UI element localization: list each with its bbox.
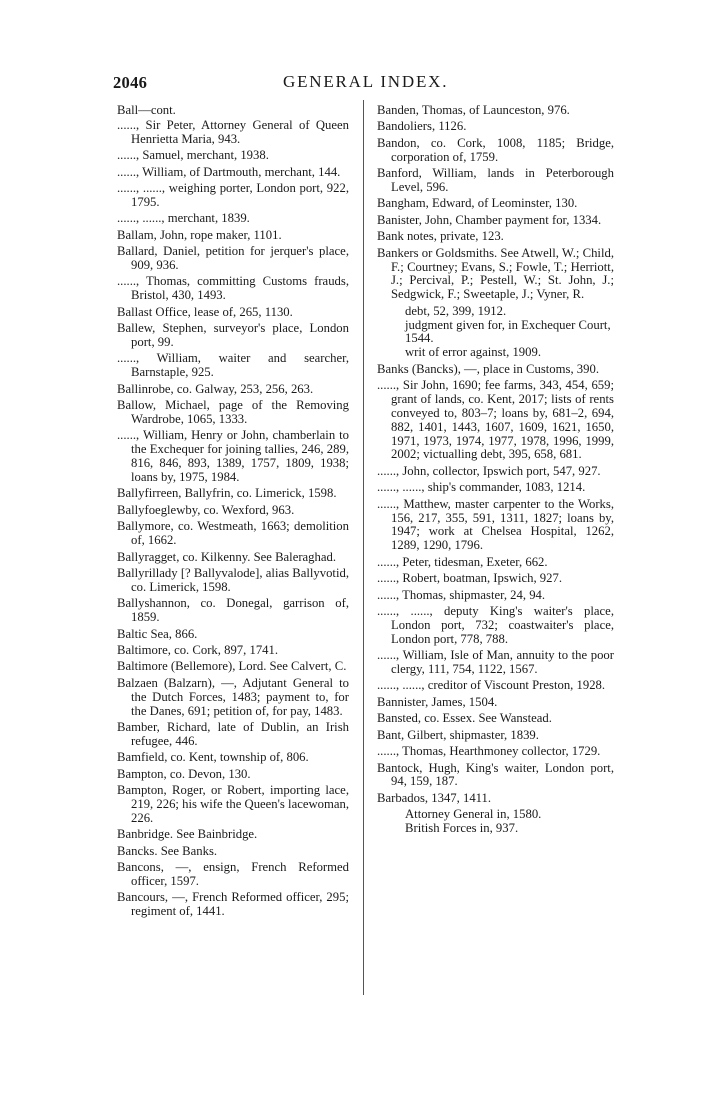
index-entry: Ball—cont. [117,103,176,117]
index-subentry: writ of error against, 1909. [405,345,542,360]
index-entry: Ballam, John, rope maker, 1101. [117,227,282,242]
index-entry: ......, ......, ship's commander, 1083, 1214. [377,480,586,495]
index-entry: Bank notes, private, 123. [377,229,504,244]
index-entry: ......, Thomas, Hearthmoney collector, 1729. [377,744,601,759]
index-entry: Banbridge. See Bainbridge. [117,827,258,842]
running-title: GENERAL INDEX. [283,72,449,91]
index-entry: ......, Robert, boatman, Ipswich, 927. [377,571,562,586]
index-entry: Ballyfirreen, Ballyfrin, co. Limerick, 1598. [117,486,337,501]
index-entry: Bampton, co. Devon, 130. [117,766,251,781]
index-entry: Baltimore (Bellemore), Lord. See Calvert, C. [117,659,347,674]
index-entry: ......, William, Isle of Man, annuity to the poor clergy, 111, 754, 1122, 1567. [377,648,614,676]
index-subentry: judgment given for, in Exchequer Court, 1544. [405,317,611,346]
index-entry: Ballard, Daniel, petition for jerquer's place, 909, 936. [117,244,349,272]
index-entry: Bampton, Roger, or Robert, importing lace, 219, 226; his wife the Queen's lacewoman, 226. [117,783,349,825]
index-entry: Banks (Bancks), —, place in Customs, 390. [377,361,600,376]
index-subentry: British Forces in, 937. [405,821,519,836]
index-entry: Bamber, Richard, late of Dublin, an Irish refugee, 446. [117,720,349,748]
index-entry: Ballymore, co. Westmeath, 1663; demolition of, 1662. [117,519,349,548]
index-entry: Ballinrobe, co. Galway, 253, 256, 263. [117,381,314,396]
index-entry: Ballew, Stephen, surveyor's place, London port, 99. [117,321,349,349]
index-entry: ......, Sir John, 1690; fee farms, 343, 454, 659; grant of lands, co. Kent, 2017; lists of rents conveyed to, 803–7; loans by, 681–2, 694, 882, 1401, 1443, 1607, 1609, 1621, 1650, 1971, 1973, 1974, 1977, 1978, 1996, 1999, 2002; victualling debt, 395, 658, 681. [377,378,614,462]
index-entry: Bant, Gilbert, shipmaster, 1839. [377,727,539,742]
index-entry: Ballast Office, lease of, 265, 1130. [117,304,293,319]
index-column-right [377,104,614,839]
index-subentry: Attorney General in, 1580. [405,807,542,822]
index-entry: Bancks. See Banks. [117,843,218,858]
index-entry: Ballyragget, co. Kilkenny. See Baleraghad. [117,549,337,564]
index-entry: ......, William, Henry or John, chamberlain to the Exchequer for joining tallies, 246, 289, 816, 846, 893, 1389, 1757, 1809, 1938; loans by, 1975, 1984. [117,428,349,484]
index-entry: ......, Thomas, shipmaster, 24, 94. [377,587,546,602]
index-entry: Ballow, Michael, page of the Removing Wardrobe, 1065, 1333. [117,398,349,426]
index-entry: Bantock, Hugh, King's waiter, London port, 94, 159, 187. [377,760,614,789]
index-entry: Bancours, —, French Reformed officer, 295; regiment of, 1441. [117,890,349,919]
index-entry: Banden, Thomas, of Launceston, 976. [377,103,570,117]
index-entry: Ballyfoeglewby, co. Wexford, 963. [117,502,295,517]
index-entry: ......, John, collector, Ipswich port, 547, 927. [377,463,601,478]
column-divider [363,100,364,995]
index-entry: ......, ......, creditor of Viscount Preston, 1928. [377,678,606,693]
index-entry: ......, ......, deputy King's waiter's place, London port, 732; coastwaiter's place, London port, 778, 788. [377,603,614,646]
index-entry: Balzaen (Balzarn), —, Adjutant General to the Dutch Forces, 1483; payment to, for the Danes, 691; petition of, for pay, 1483. [117,675,349,718]
index-entry: Bansted, co. Essex. See Wanstead. [377,711,552,726]
index-entry: Bandoliers, 1126. [377,119,467,134]
index-entry: ......, Sir Peter, Attorney General of Queen Henrietta Maria, 943. [117,117,349,146]
index-entry: ......, William, waiter and searcher, Barnstaple, 925. [117,351,349,380]
page-number: 2046 [113,73,148,92]
index-entry: Baltic Sea, 866. [117,626,198,641]
index-entry: ......, Samuel, merchant, 1938. [117,148,269,163]
index-entry: Bannister, James, 1504. [377,694,498,709]
index-entry: ......, Thomas, committing Customs frauds, Bristol, 430, 1493. [117,274,349,303]
index-entry: Bankers or Goldsmiths. See Atwell, W.; Child, F.; Courtney; Evans, S.; Fowle, T.; Herriott, J.; Percival, P.; Pestell, W.; St. John, J.; Sedgwick, F.; Sweetaple, J.; Vyner, R. [377,245,614,302]
index-subentry: debt, 52, 399, 1912. [405,303,507,318]
index-entry: Banford, William, lands in Peterborough Level, 596. [377,166,614,194]
index-entry: ......, William, of Dartmouth, merchant, 144. [117,164,341,179]
index-column-left [117,104,349,922]
index-entry: ......, ......, merchant, 1839. [117,211,250,226]
index-entry: Bamfield, co. Kent, township of, 806. [117,750,309,765]
index-entry: Bancons, —, ensign, French Reformed officer, 1597. [117,860,349,888]
index-entry: ......, ......, weighing porter, London port, 922, 1795. [117,181,349,209]
index-entry: Bandon, co. Cork, 1008, 1185; Bridge, corporation of, 1759. [377,135,614,164]
index-entry: Baltimore, co. Cork, 897, 1741. [117,643,279,657]
index-entry: Banister, John, Chamber payment for, 1334. [377,212,602,227]
index-entry: ......, Peter, tidesman, Exeter, 662. [377,554,548,569]
index-entry: ......, Matthew, master carpenter to the Works, 156, 217, 355, 591, 1311, 1827; loans by, 1947; work at Chelsea Hospital, 1262, 1289, 1290, 1796. [377,496,614,553]
index-entry: Ballyrillady [? Ballyvalode], alias Ballyvotid, co. Limerick, 1598. [117,566,349,594]
index-entry: Ballyshannon, co. Donegal, garrison of, 1859. [117,596,349,625]
index-entry: Bangham, Edward, of Leominster, 130. [377,196,578,211]
index-entry: Barbados, 1347, 1411. [377,790,492,805]
